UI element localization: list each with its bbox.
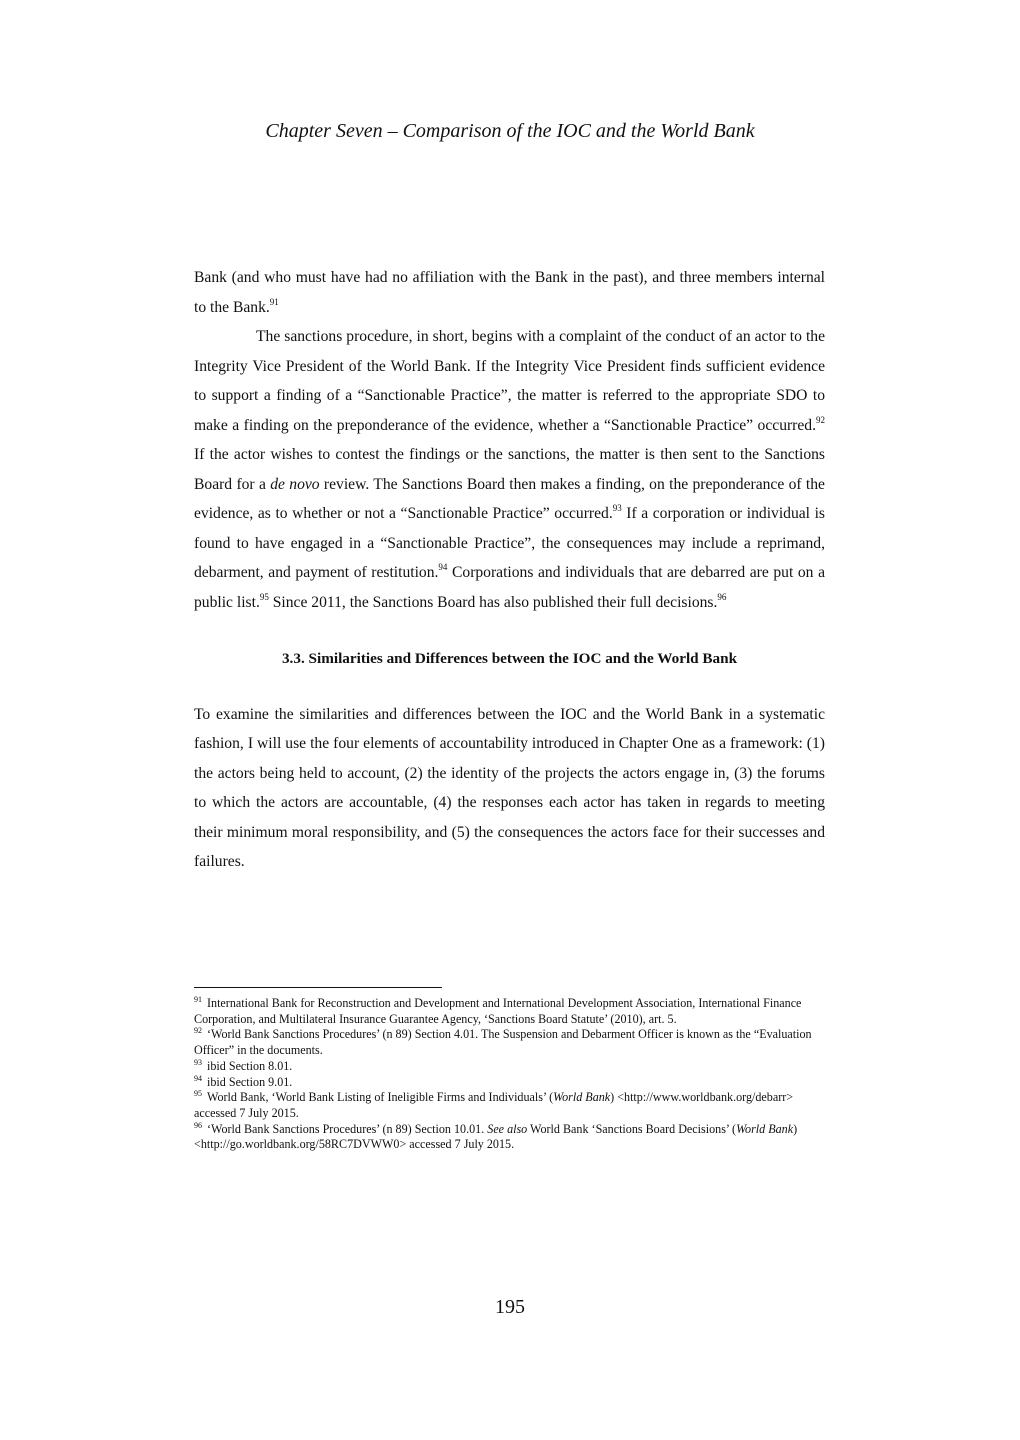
footnote-text: ibid Section 9.01. xyxy=(207,1074,293,1089)
footnote-93 xyxy=(194,1059,825,1075)
footnote-ref-93[interactable]: 93 xyxy=(612,503,622,513)
footnote-92 xyxy=(194,1027,825,1058)
p2-sentence-3: If a corporation or individual is found to have engaged in a “Sanctionable Practice”, the consequences may include a reprimand, debarment, and payment of restitution. xyxy=(194,505,825,581)
paragraph-1 xyxy=(194,263,825,322)
paragraph-3: To examine the similarities and differences between the IOC and the World Bank in a systematic fashion, I will use the four elements of accountability introduced in Chapter One as a framework: (1) the actors being held to account, (2) the identity of the projects the actors engage in, (3) the forums to which the actors are accountable, (4) the responses each actor has taken in regards to meeting their minimum moral responsibility, and (5) the consequences the actors face for their successes and failures. xyxy=(194,705,825,870)
paragraph-1-text: Bank (and who must have had no affiliation with the Bank in the past), and three members internal to the Bank. xyxy=(194,269,825,316)
footnote-number: 96 xyxy=(194,1120,202,1130)
footnote-text: World Bank, ‘World Bank Listing of Ineligible Firms and Individuals’ ( xyxy=(207,1090,554,1105)
paragraph-2 xyxy=(194,322,825,617)
footnote-ref-91[interactable]: 91 xyxy=(269,296,279,307)
footnote-ref-92[interactable]: 92 xyxy=(816,414,825,425)
p2-italic-term: de novo xyxy=(270,475,320,493)
footnote-ref-95[interactable]: 95 xyxy=(259,591,269,602)
footnote-text: ) <http://www.worldbank.org/debarr> accessed 7 July 2015. xyxy=(194,1090,794,1120)
running-header: Chapter Seven – Comparison of the IOC and the World Bank xyxy=(265,120,755,142)
footnote-text: ‘World Bank Sanctions Procedures’ (n 89) Section 10.01. xyxy=(207,1121,488,1136)
page-number: 195 xyxy=(495,1296,525,1318)
footnote-italic: World Bank xyxy=(736,1121,794,1136)
footnotes xyxy=(194,996,825,1153)
footnote-95 xyxy=(194,1090,825,1121)
footnote-text: International Bank for Reconstruction and Development and International Development Association, International Finance Corporation, and Multilateral Insurance Guarantee Agency, ‘Sanctions Board Statute’ (2010), art. 5. xyxy=(194,996,802,1026)
footnote-text: ) <http://go.worldbank.org/58RC7DVWW0> accessed 7 July 2015. xyxy=(194,1121,798,1152)
footnote-italic: See also xyxy=(487,1121,528,1136)
footnote-ref-94[interactable]: 94 xyxy=(438,562,448,572)
footnote-italic: World Bank xyxy=(553,1090,611,1105)
footnote-number: 92 xyxy=(194,1026,202,1036)
footnote-96 xyxy=(194,1122,825,1153)
p2-sentence-1: The sanctions procedure, in short, begins with a complaint of the conduct of an actor to the Integrity Vice President of the World Bank. If the Integrity Vice President finds sufficient evidence to support a finding of a “Sanctionable Practice”, the matter is referred to the appropriate SDO to make a finding on the preponderance of the evidence, whether a “Sanctionable Practice” occurred. xyxy=(194,328,825,434)
footnote-divider xyxy=(194,987,442,988)
footnote-ref-96[interactable]: 96 xyxy=(717,591,727,602)
footnote-text: ibid Section 8.01. xyxy=(207,1058,293,1073)
p2-sentence-2a: If the actor wishes to contest the findings or the sanctions, the matter is then sent to the Sanctions Board for a xyxy=(194,446,825,493)
footnote-number: 93 xyxy=(194,1057,202,1067)
main-text xyxy=(194,263,825,877)
footnote-91 xyxy=(194,996,825,1027)
section-heading: 3.3. Similarities and Differences between the IOC and the World Bank xyxy=(281,650,738,667)
p2-sentence-5: Since 2011, the Sanctions Board has also published their full decisions. xyxy=(268,593,718,611)
footnote-number: 94 xyxy=(194,1073,202,1083)
p2-sentence-4: Corporations and individuals that are debarred are put on a public list. xyxy=(194,564,825,611)
footnote-text: ‘World Bank Sanctions Procedures’ (n 89) Section 4.01. The Suspension and Debarment Officer is known as the “Evaluation Officer” in the documents. xyxy=(194,1027,812,1058)
p2-sentence-2b: review. The Sanctions Board then makes a finding, on the preponderance of the evidence, as to whether or not a “Sanctionable Practice” occurred. xyxy=(194,475,825,522)
footnote-94 xyxy=(194,1075,825,1091)
footnote-number: 91 xyxy=(194,995,202,1004)
footnote-text: World Bank ‘Sanctions Board Decisions’ ( xyxy=(527,1121,737,1136)
footnote-number: 95 xyxy=(194,1089,202,1099)
